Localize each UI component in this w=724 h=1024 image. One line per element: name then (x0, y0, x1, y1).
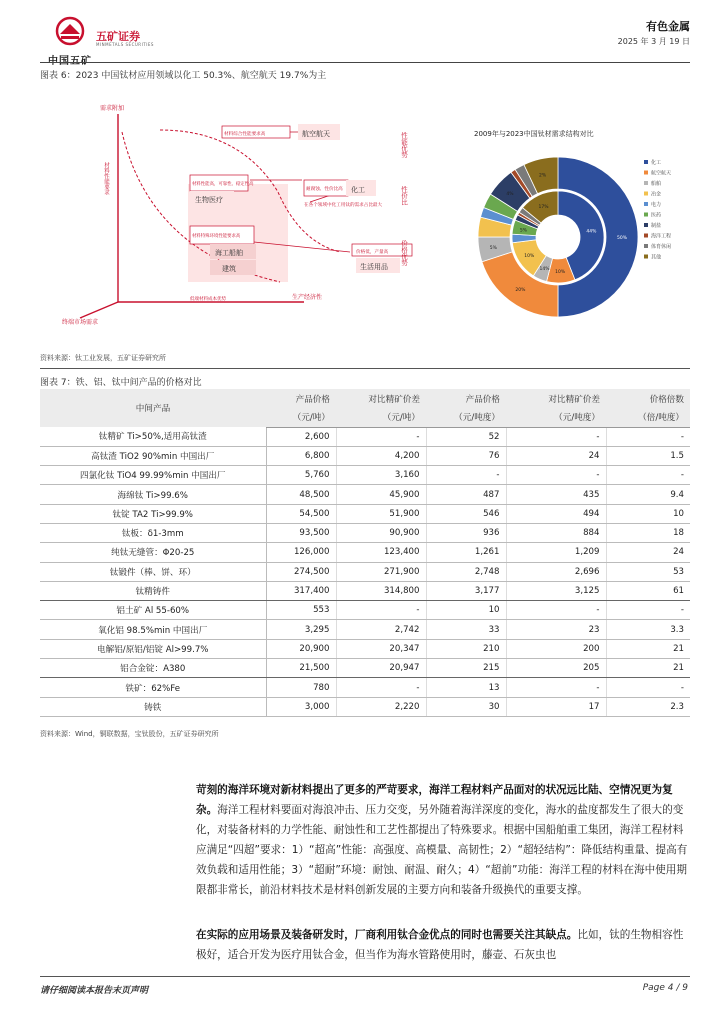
header-spread-unit: （元/吨） (336, 408, 426, 427)
row-value: 3,177 (426, 581, 506, 600)
legend-swatch (644, 213, 648, 217)
legend-swatch (644, 192, 648, 196)
row-value: 314,800 (336, 581, 426, 600)
header-price-unit: （元/吨） (266, 408, 336, 427)
box-ocean: 海工船舶 (215, 249, 243, 257)
row-value: 21,500 (266, 659, 336, 678)
row-value: 123,400 (336, 543, 426, 562)
row-value: 24 (606, 543, 690, 562)
row-value: - (336, 678, 426, 697)
page-number: Page 4 / 9 (642, 983, 688, 993)
row-product-name: 钛锭 TA2 Ti>99.9% (40, 504, 266, 523)
table-row (40, 581, 690, 600)
footer-disclaimer: 请仔细阅读本报告末页声明 (40, 986, 149, 996)
table-row (40, 446, 690, 465)
diagram-right-top: 性能优势 (400, 132, 408, 158)
table-row (40, 678, 690, 697)
row-value: 23 (506, 620, 606, 639)
box-chem: 化工 (351, 186, 365, 194)
paragraph-2-text: 比如，钛的生物相容性极好，适合开发为医疗用钛合金，但当作为海水管路使用时，藤壶、石灰虫也 (196, 929, 684, 961)
row-value: 2,742 (336, 620, 426, 639)
row-value: 93,500 (266, 523, 336, 542)
row-value: 21 (606, 639, 690, 658)
row-product-name: 纯钛无缝管：Φ20-25 (40, 543, 266, 562)
header-divider (40, 62, 690, 63)
row-value: 205 (506, 659, 606, 678)
row-value: 10 (606, 504, 690, 523)
legend-label: 化工 (651, 160, 662, 166)
row-value: 3,295 (266, 620, 336, 639)
row-product-name: 钛锻件（棒、饼、环） (40, 562, 266, 581)
header-name: 中间产品 (40, 389, 266, 427)
table-row (40, 485, 690, 504)
report-date: 2025 年 3 月 19 日 (617, 37, 690, 46)
row-value: 30 (426, 697, 506, 716)
footer-divider (40, 976, 690, 977)
row-value: 210 (426, 639, 506, 658)
row-value: 90,900 (336, 523, 426, 542)
row-product-name: 铝土矿 Al 55-60% (40, 601, 266, 620)
price-comparison-table (40, 389, 690, 717)
mid-note: 在各个领域中化工用钛的需求占比最大 (304, 203, 383, 208)
legend-label: 船舶 (651, 181, 662, 187)
row-value: 2,696 (506, 562, 606, 581)
row-value: 126,000 (266, 543, 336, 562)
row-value: 48,500 (266, 485, 336, 504)
row-value: - (506, 427, 606, 446)
paragraph-1 (196, 780, 690, 900)
legend-label: 冶金 (651, 191, 662, 198)
header-spread: 对比精矿价差 (336, 389, 426, 408)
row-product-name: 钛精矿 Ti>50%,适用高钛渣 (40, 427, 266, 446)
table-row (40, 466, 690, 485)
table-row (40, 523, 690, 542)
diagram-y-axis-top: 需求附加 (100, 105, 125, 112)
row-value: 1,209 (506, 543, 606, 562)
figure6-panel (40, 92, 690, 344)
legend-swatch (644, 160, 648, 164)
sector-label: 有色金属 (646, 20, 690, 33)
logo-company-cn: 中国五矿 (48, 56, 92, 67)
row-value: 5,760 (266, 466, 336, 485)
row-value: 45,900 (336, 485, 426, 504)
diagram-y-axis-side: 材料性能要求 (103, 162, 109, 195)
table7-title: 图表 7：铁、铝、钛中间产品的价格对比 (40, 378, 202, 388)
row-product-name: 四氯化钛 TiO4 99.99%min 中国出厂 (40, 466, 266, 485)
table-row (40, 562, 690, 581)
row-value: 553 (266, 601, 336, 620)
donut-slice-label: 2% (539, 173, 547, 179)
header-spread-deg: 对比精矿价差 (506, 389, 606, 408)
donut-legend (644, 159, 671, 261)
row-value: 1.5 (606, 446, 690, 465)
row-value: 435 (506, 485, 606, 504)
donut-title: 2009年与2023中国钛材需求结构对比 (474, 130, 594, 138)
legend-label: 航空航天 (651, 170, 672, 177)
legend-label: 制盐 (651, 223, 662, 229)
row-value: 3,125 (506, 581, 606, 600)
minmetals-logo-icon (48, 16, 92, 50)
legend-label: 医药 (651, 212, 662, 219)
row-value: - (336, 601, 426, 620)
row-value: 54,500 (266, 504, 336, 523)
donut-chart (478, 157, 638, 317)
row-value: 76 (426, 446, 506, 465)
figure6-source: 资料来源：钛工业发展，五矿证券研究所 (40, 354, 166, 362)
legend-label: 体育休闲 (651, 244, 672, 250)
table-row (40, 504, 690, 523)
row-value: 2.3 (606, 697, 690, 716)
legend-label: 海洋工程 (651, 233, 672, 240)
row-value: - (606, 466, 690, 485)
donut-slice-label: 44% (586, 229, 597, 235)
box-life: 生活用品 (360, 263, 388, 271)
page-header (40, 14, 690, 67)
row-value: 274,500 (266, 562, 336, 581)
row-value: - (336, 427, 426, 446)
row-value: 21 (606, 659, 690, 678)
legend-swatch (644, 171, 648, 175)
table-row (40, 697, 690, 716)
row-value: 4,200 (336, 446, 426, 465)
row-value: - (606, 427, 690, 446)
row-value: 2,220 (336, 697, 426, 716)
figure6-diagram (40, 92, 690, 344)
row-value: 20,900 (266, 639, 336, 658)
table-row (40, 620, 690, 639)
row-product-name: 钛精铸件 (40, 581, 266, 600)
row-value: 546 (426, 504, 506, 523)
row-value: 200 (506, 639, 606, 658)
row-product-name: 海绵钛 Ti>99.6% (40, 485, 266, 504)
box-med: 生物医疗 (195, 196, 223, 204)
diagram-right-bot: 价格优势 (400, 240, 408, 266)
box-life-note: 价格低，产量高 (356, 250, 389, 255)
row-value: 936 (426, 523, 506, 542)
donut-slice-label: 4% (506, 192, 514, 198)
donut-slice-label: 10% (524, 254, 535, 260)
row-value: 317,400 (266, 581, 336, 600)
donut-slice-label: 5% (489, 246, 497, 252)
row-value: 20,947 (336, 659, 426, 678)
row-value: 3.3 (606, 620, 690, 639)
row-value: - (506, 678, 606, 697)
donut-slice-label: 20% (515, 287, 526, 293)
box-med-note: 材料性能高，可靠性、稳定性高 (192, 182, 254, 187)
diagram-right-mid: 性价比 (400, 186, 408, 206)
row-value: 18 (606, 523, 690, 542)
donut-slice-label: 14% (539, 267, 550, 273)
row-product-name: 高钛渣 TiO2 90%min 中国出厂 (40, 446, 266, 465)
logo-brand: 五矿证券 (96, 30, 140, 43)
row-value: 6,800 (266, 446, 336, 465)
donut-slice-label: 17% (538, 205, 549, 211)
row-value: 2,600 (266, 427, 336, 446)
table-row (40, 427, 690, 446)
donut-slice-label: 10% (555, 269, 566, 275)
header-price: 产品价格 (266, 389, 336, 408)
table-row (40, 601, 690, 620)
row-product-name: 铝合金锭：A380 (40, 659, 266, 678)
row-value: - (506, 601, 606, 620)
legend-swatch (644, 181, 648, 185)
legend-swatch (644, 223, 648, 227)
donut-slice-label: 5% (519, 228, 527, 234)
row-value: 1,261 (426, 543, 506, 562)
paragraph-1-lead: 苛刻的海洋环境对新材料提出了更多的严苛要求，海洋工程材料产品面对的状况远比陆、空情况更为复杂。 (196, 784, 673, 816)
row-value: 33 (426, 620, 506, 639)
row-product-name: 铸铁 (40, 697, 266, 716)
row-value: 61 (606, 581, 690, 600)
row-product-name: 电解铝/原铝/铝锭 Al>99.7% (40, 639, 266, 658)
legend-swatch (644, 202, 648, 206)
diagram-bottom-left: 终端市场需求 (62, 319, 99, 326)
row-value: 53 (606, 562, 690, 581)
row-product-name: 钛板：δ1-3mm (40, 523, 266, 542)
row-value: 215 (426, 659, 506, 678)
row-value: - (606, 678, 690, 697)
row-value: 494 (506, 504, 606, 523)
row-product-name: 铁矿：62%Fe (40, 678, 266, 697)
row-value: 487 (426, 485, 506, 504)
row-value: 17 (506, 697, 606, 716)
legend-swatch (644, 234, 648, 238)
table7-source: 资料来源：Wind，铜联数据，宝钛股份，五矿证券研究所 (40, 730, 219, 738)
donut-slice-label: 50% (617, 236, 628, 241)
box-aero: 航空航天 (302, 130, 330, 138)
row-value: 271,900 (336, 562, 426, 581)
row-value: - (606, 601, 690, 620)
header-price-deg: 产品价格 (426, 389, 506, 408)
row-value: 780 (266, 678, 336, 697)
figure6-title: 图表 6：2023 中国钛材应用领域以化工 50.3%、航空航天 19.7%为主 (40, 71, 327, 81)
box-build: 建筑 (222, 265, 236, 273)
logo-brand-sub: MINMETALS SECURITIES (96, 42, 154, 47)
row-value: 884 (506, 523, 606, 542)
header-multiple-unit: （倍/吨度） (606, 408, 690, 427)
box-ocean-note: 材料特殊环境性能要求高 (192, 234, 241, 239)
row-value: 2,748 (426, 562, 506, 581)
legend-swatch (644, 255, 648, 259)
paragraph-1-text: 海洋工程材料要面对海浪冲击、压力交变，另外随着海洋深度的变化，海水的盐度都发生了很大的变化，对装备材料的力学性能、耐蚀性和工艺性都提出了特殊要求。根据中国船舶重工集团，海洋工程材料应满足“四超”要求：1）“超高”性能：高强度、高模量、高韧性；2）“超轻结构”：降低结构重量、提高有效负载和适用性能；3）“超耐”环境：耐蚀、耐温、耐久；4）“超前”功能：海洋工程的材料在海中使用期限都非常长，前沿材料技术是材料创新发展的主要方向和装备升级换代的重要支撑。 (196, 804, 688, 896)
box-chem-note: 耐腐蚀、性价比高 (306, 187, 343, 192)
diagram-x-axis-arrow: 低端材料成本优势 (190, 297, 226, 302)
section-divider (40, 368, 690, 369)
diagram-x-axis: 生产经济性 (292, 294, 323, 301)
table-row (40, 659, 690, 678)
row-value: 20,347 (336, 639, 426, 658)
row-value: 10 (426, 601, 506, 620)
row-value: - (506, 466, 606, 485)
header-price-deg-unit: （元/吨度） (426, 408, 506, 427)
row-value: 3,000 (266, 697, 336, 716)
legend-label: 电力 (651, 202, 662, 208)
row-value: 52 (426, 427, 506, 446)
table-row (40, 639, 690, 658)
row-product-name: 氧化铝 98.5%min 中国出厂 (40, 620, 266, 639)
paragraph-2-lead: 在实际的应用场景及装备研发时，厂商利用钛合金优点的同时也需要关注其缺点。 (196, 929, 578, 941)
table-row (40, 543, 690, 562)
header-spread-deg-unit: （元/吨度） (506, 408, 606, 427)
row-value: - (426, 466, 506, 485)
legend-label: 其他 (651, 254, 662, 261)
paragraph-2 (196, 925, 690, 965)
box-aero-note: 材料综合性能要求高 (224, 132, 266, 137)
row-value: 51,900 (336, 504, 426, 523)
header-multiple: 价格倍数 (606, 389, 690, 408)
row-value: 24 (506, 446, 606, 465)
row-value: 13 (426, 678, 506, 697)
row-value: 3,160 (336, 466, 426, 485)
legend-swatch (644, 244, 648, 248)
row-value: 9.4 (606, 485, 690, 504)
